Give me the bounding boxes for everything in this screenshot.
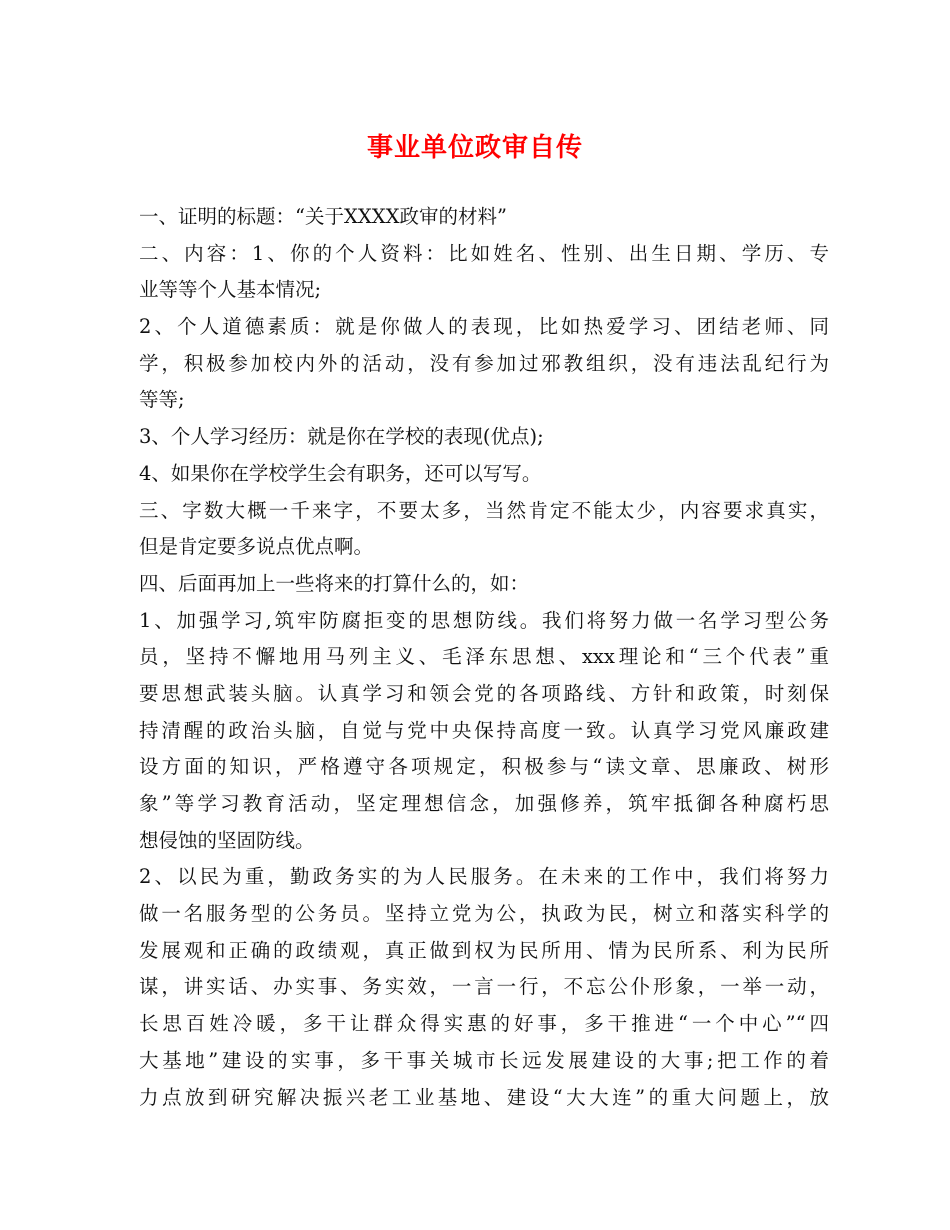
text-line: 长思百姓冷暖，多干让群众得实惠的好事，多干推进“一个中心”“四 — [139, 1012, 829, 1036]
text-line: 学，积极参加校内外的活动，没有参加过邪教组织，没有违法乱纪行为 — [139, 351, 829, 375]
text-line: 2、以民为重，勤政务实的为人民服务。在未来的工作中，我们将努力 — [139, 865, 829, 889]
text-line: 3、个人学习经历：就是你在学校的表现(优点); — [139, 425, 544, 449]
text-line: 大基地”建设的实事，多干事关城市长远发展建设的大事;把工作的着 — [139, 1048, 829, 1072]
text-line: 设方面的知识，严格遵守各项规定，积极参与“读文章、思廉政、树形 — [139, 755, 829, 779]
text-line: 员，坚持不懈地用马列主义、毛泽东思想、xxx理论和“三个代表”重 — [139, 645, 829, 669]
text-line: 一、证明的标题：“关于XXXX政审的材料” — [139, 205, 507, 228]
text-line: 发展观和正确的政绩观，真正做到权为民所用、情为民所系、利为民所 — [139, 938, 829, 962]
text-line: 做一名服务型的公务员。坚持立党为公，执政为民，树立和落实科学的 — [139, 902, 829, 926]
text-line: 想侵蚀的坚固防线。 — [139, 828, 315, 852]
text-line: 等等; — [139, 388, 185, 412]
document-title: 事业单位政审自传 — [366, 133, 583, 163]
text-line: 力点放到研究解决振兴老工业基地、建设“大大连”的重大问题上，放 — [139, 1085, 829, 1109]
text-line: 1、加强学习,筑牢防腐拒变的思想防线。我们将努力做一名学习型公务 — [139, 608, 829, 632]
text-line: 4、如果你在学校学生会有职务，还可以写写。 — [139, 461, 542, 485]
text-line: 象”等学习教育活动，坚定理想信念，加强修养，筑牢抵御各种腐朽思 — [139, 792, 829, 815]
text-line: 四、后面再加上一些将来的打算什么的，如： — [139, 571, 530, 595]
document-body — [139, 199, 829, 1116]
text-line: 业等等个人基本情况; — [139, 278, 322, 302]
text-line: 三、字数大概一千来字，不要太多，当然肯定不能太少，内容要求真实， — [139, 498, 829, 522]
text-line: 二、内容：1、你的个人资料：比如姓名、性别、出生日期、学历、专 — [139, 241, 829, 265]
text-line: 谋，讲实话、办实事、务实效，一言一行，不忘公仆形象，一举一动， — [139, 975, 829, 999]
text-line: 要思想武装头脑。认真学习和领会党的各项路线、方针和政策，时刻保 — [139, 681, 829, 705]
text-line: 2、个人道德素质：就是你做人的表现，比如热爱学习、团结老师、同 — [139, 315, 829, 339]
text-line: 持清醒的政治头脑，自觉与党中央保持高度一致。认真学习党风廉政建 — [139, 718, 829, 742]
text-line: 但是肯定要多说点优点啊。 — [139, 535, 374, 559]
